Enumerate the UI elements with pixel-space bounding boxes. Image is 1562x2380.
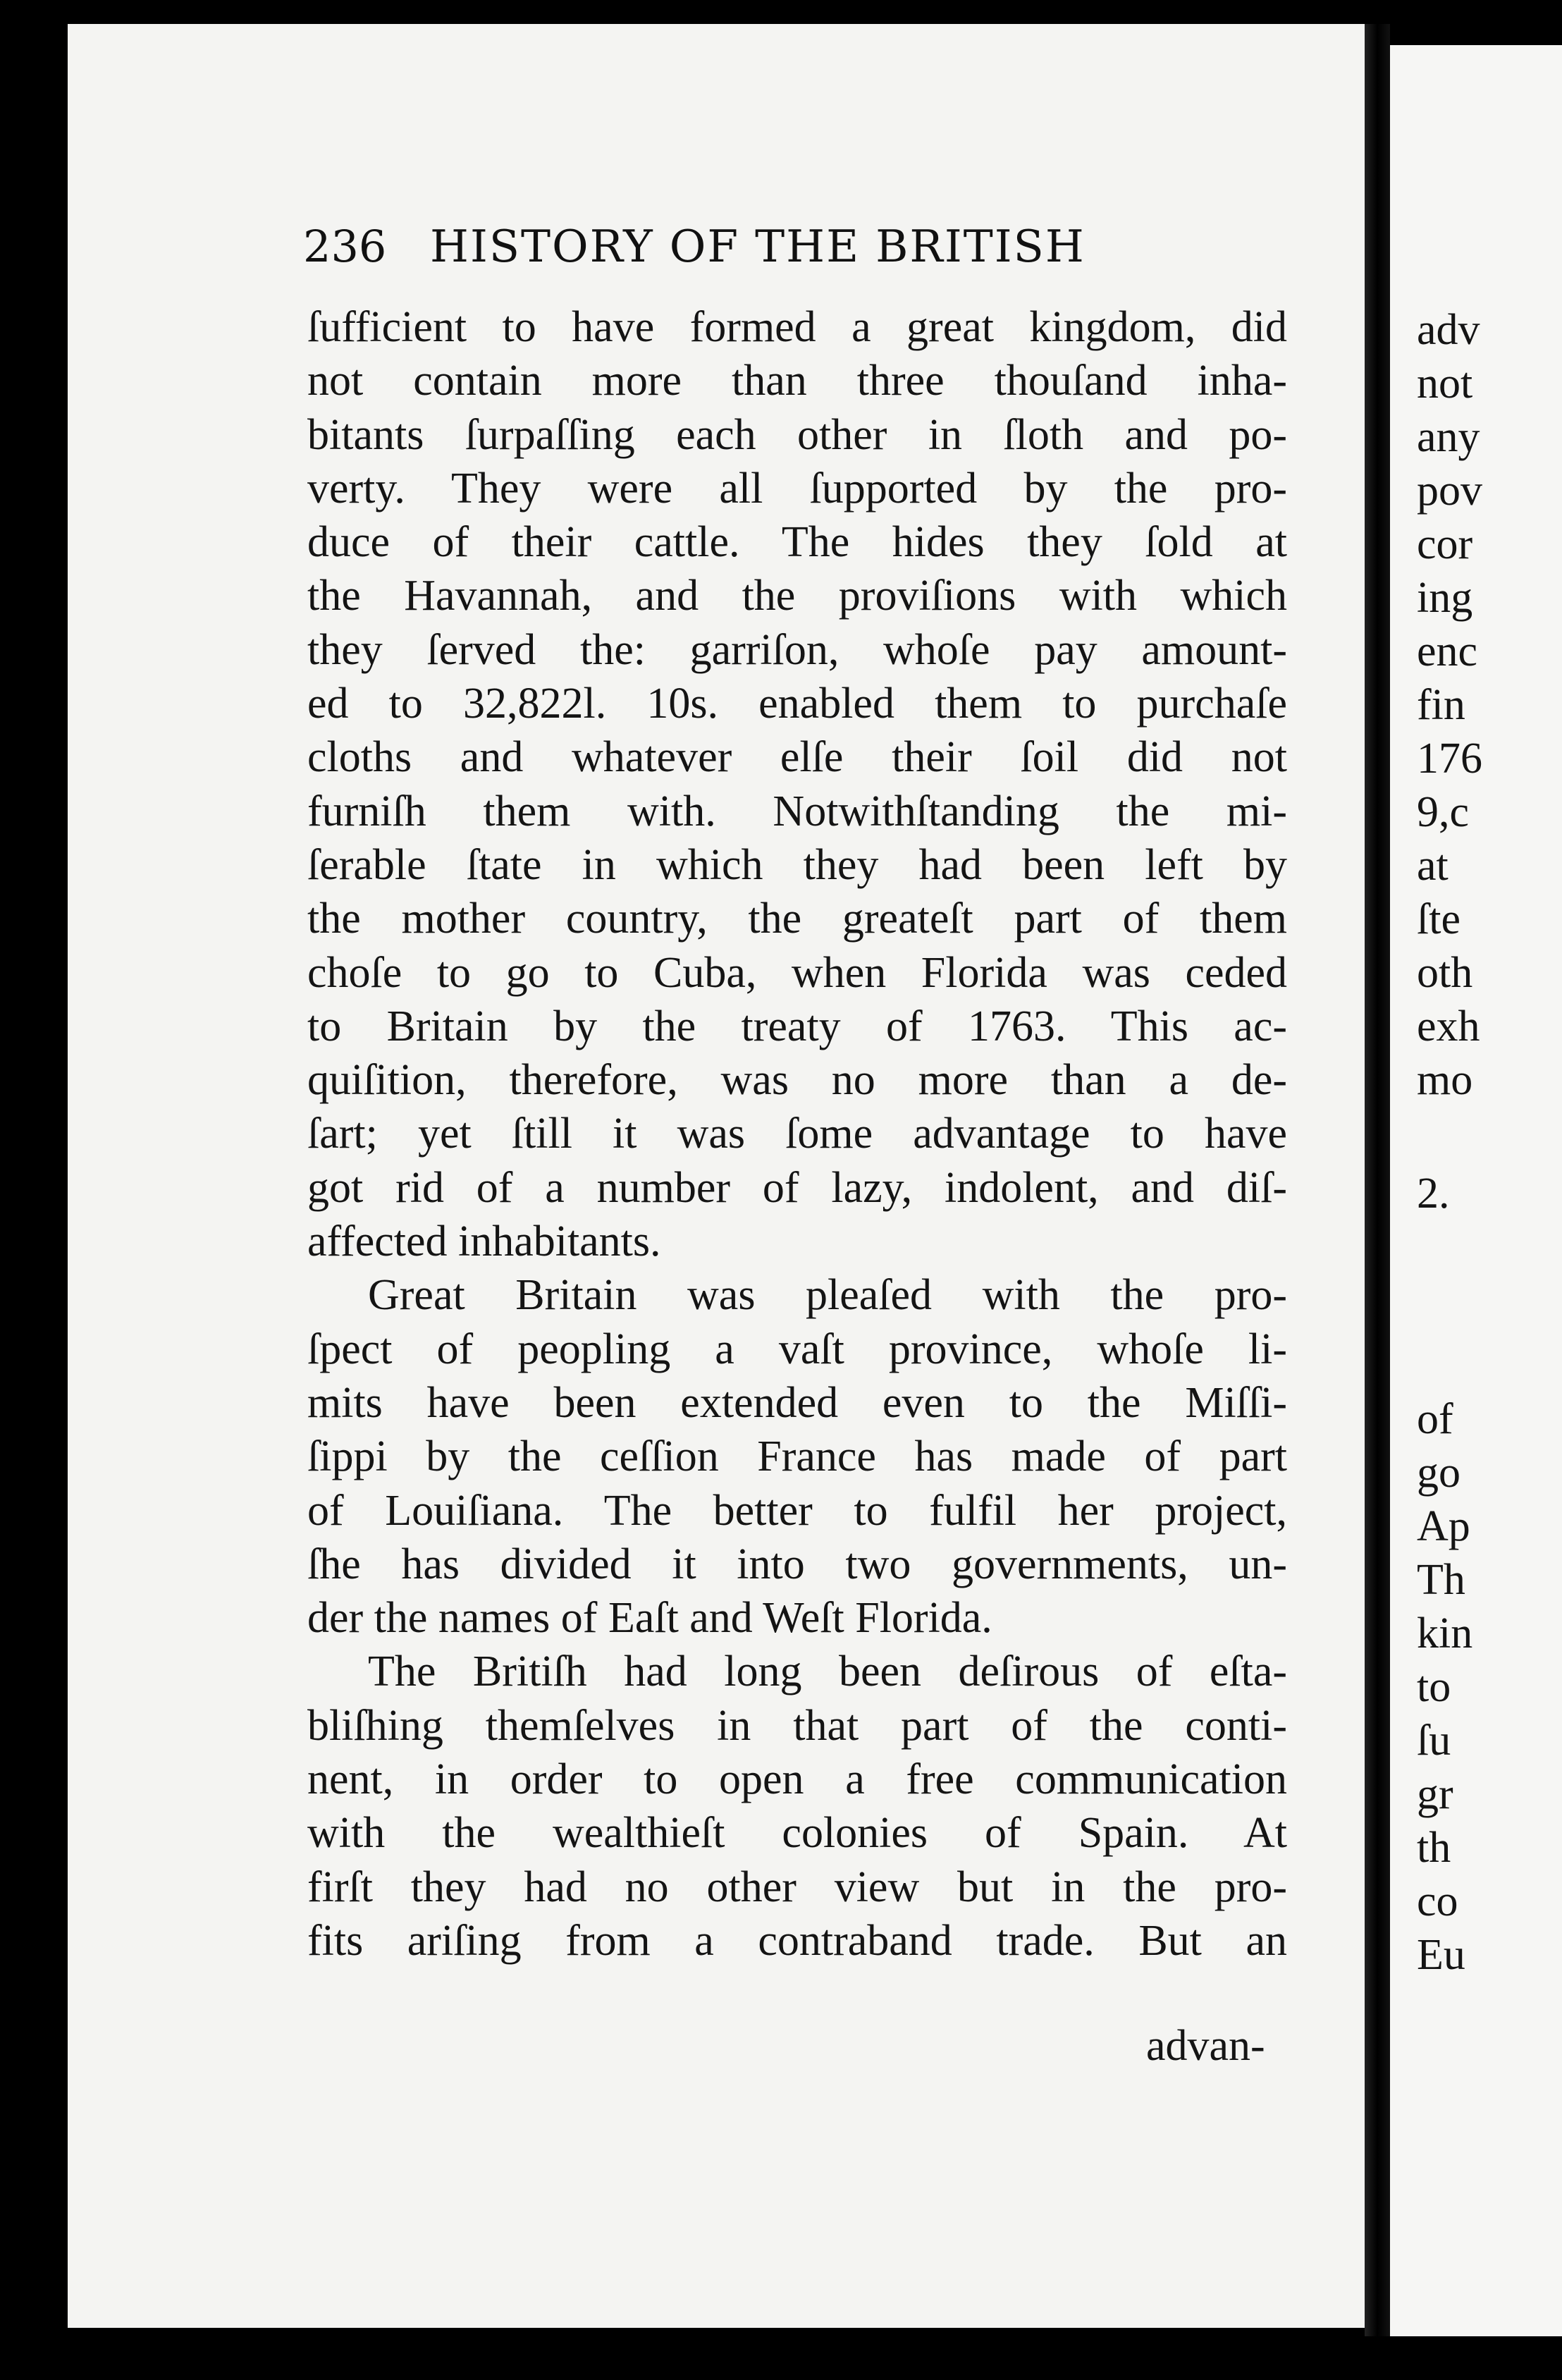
right-line-fragment: 9,c	[1417, 788, 1470, 836]
text-line: fits ariſing from a contraband trade. But an	[307, 1916, 1287, 1965]
right-line-fragment: gr	[1417, 1770, 1453, 1818]
right-line-fragment: fin	[1417, 681, 1465, 729]
text-line: duce of their cattle. The hides they ſold at	[307, 518, 1287, 567]
running-head-title: HISTORY OF THE BRITISH	[430, 221, 1086, 272]
paragraph-start-line: Great Britain was pleaſed with the pro-	[368, 1271, 1287, 1320]
text-line: ſpect of peopling a vaſt province, whoſe li-	[307, 1325, 1287, 1373]
right-line-fragment: ſu	[1417, 1717, 1451, 1765]
text-line: ſippi by the ceſſion France has made of part	[307, 1433, 1287, 1481]
right-line-fragment: adv	[1417, 306, 1480, 354]
text-line: ſhe has divided it into two governments, un-	[307, 1540, 1287, 1588]
body-text	[307, 300, 1287, 1968]
right-line-fragment: cor	[1417, 520, 1473, 568]
right-section-number: 2.	[1417, 1170, 1450, 1217]
right-line-fragment: not	[1417, 360, 1473, 407]
paragraph-end-line: affected inhabitants.	[307, 1217, 661, 1266]
text-line: of Louiſiana. The better to fulfil her project,	[307, 1486, 1287, 1535]
text-line: got rid of a number of lazy, indolent, and diſ-	[307, 1163, 1287, 1212]
text-line: verty. They were all ſupported by the pro-	[307, 464, 1287, 513]
text-line: furniſh them with. Notwithſtanding the mi-	[307, 787, 1287, 835]
paragraph-start-line: The Britiſh had long been deſirous of eſta-	[368, 1648, 1287, 1696]
right-line-fragment: at	[1417, 842, 1449, 890]
right-line-fragment: mo	[1417, 1056, 1473, 1104]
right-line-fragment: oth	[1417, 949, 1473, 997]
text-line: quiſition, therefore, was no more than a de-	[307, 1056, 1287, 1105]
right-line-fragment: ſte	[1417, 895, 1460, 943]
right-line-fragment: th	[1417, 1824, 1451, 1872]
right-line-fragment: Eu	[1417, 1931, 1465, 1979]
right-line-fragment: Ap	[1417, 1502, 1470, 1550]
text-line: bliſhing themſelves in that part of the conti-	[307, 1701, 1287, 1750]
right-line-fragment: go	[1417, 1449, 1460, 1497]
text-line: to Britain by the treaty of 1763. This ac-	[307, 1002, 1287, 1050]
text-line: the Havannah, and the proviſions with which	[307, 572, 1287, 620]
book-gutter	[1365, 24, 1390, 2336]
text-line: firſt they had no other view but in the pro-	[307, 1863, 1287, 1911]
text-line: ſufficient to have formed a great kingdom, did	[307, 303, 1287, 351]
right-line-fragment: Th	[1417, 1556, 1465, 1604]
paragraph-end-line: der the names of Eaſt and Weſt Florida.	[307, 1594, 992, 1643]
right-page	[1390, 45, 1562, 2336]
text-line: ed to 32,822l. 10s. enabled them to purchaſe	[307, 680, 1287, 728]
right-line-fragment: ing	[1417, 574, 1473, 622]
catchword: advan-	[1146, 2022, 1265, 2070]
text-line: the mother country, the greateſt part of them	[307, 895, 1287, 943]
right-line-fragment: kin	[1417, 1609, 1473, 1657]
text-line: ſart; yet ſtill it was ſome advantage to have	[307, 1110, 1287, 1158]
right-line-fragment: to	[1417, 1663, 1451, 1711]
right-line-fragment: pov	[1417, 467, 1482, 515]
text-line: bitants ſurpaſſing each other in ſloth and po-	[307, 410, 1287, 459]
page-number: 236	[303, 221, 387, 272]
text-line: not contain more than three thouſand inha-	[307, 357, 1287, 405]
running-head	[303, 215, 1241, 278]
right-line-fragment: exh	[1417, 1002, 1480, 1050]
text-line: ſerable ſtate in which they had been left by	[307, 840, 1287, 889]
right-line-fragment: co	[1417, 1877, 1458, 1925]
text-line: mits have been extended even to the Miſſi-	[307, 1378, 1287, 1427]
text-line: with the wealthieſt colonies of Spain. At	[307, 1809, 1287, 1858]
right-line-fragment: enc	[1417, 627, 1478, 675]
text-line: they ſerved the: garriſon, whoſe pay amount-	[307, 625, 1287, 674]
right-line-fragment: of	[1417, 1395, 1453, 1443]
text-line: nent, in order to open a free communication	[307, 1755, 1287, 1804]
right-line-fragment: any	[1417, 413, 1480, 461]
right-line-fragment: 176	[1417, 735, 1482, 783]
text-line: cloths and whatever elſe their ſoil did not	[307, 733, 1287, 782]
text-line: choſe to go to Cuba, when Florida was ceded	[307, 948, 1287, 997]
